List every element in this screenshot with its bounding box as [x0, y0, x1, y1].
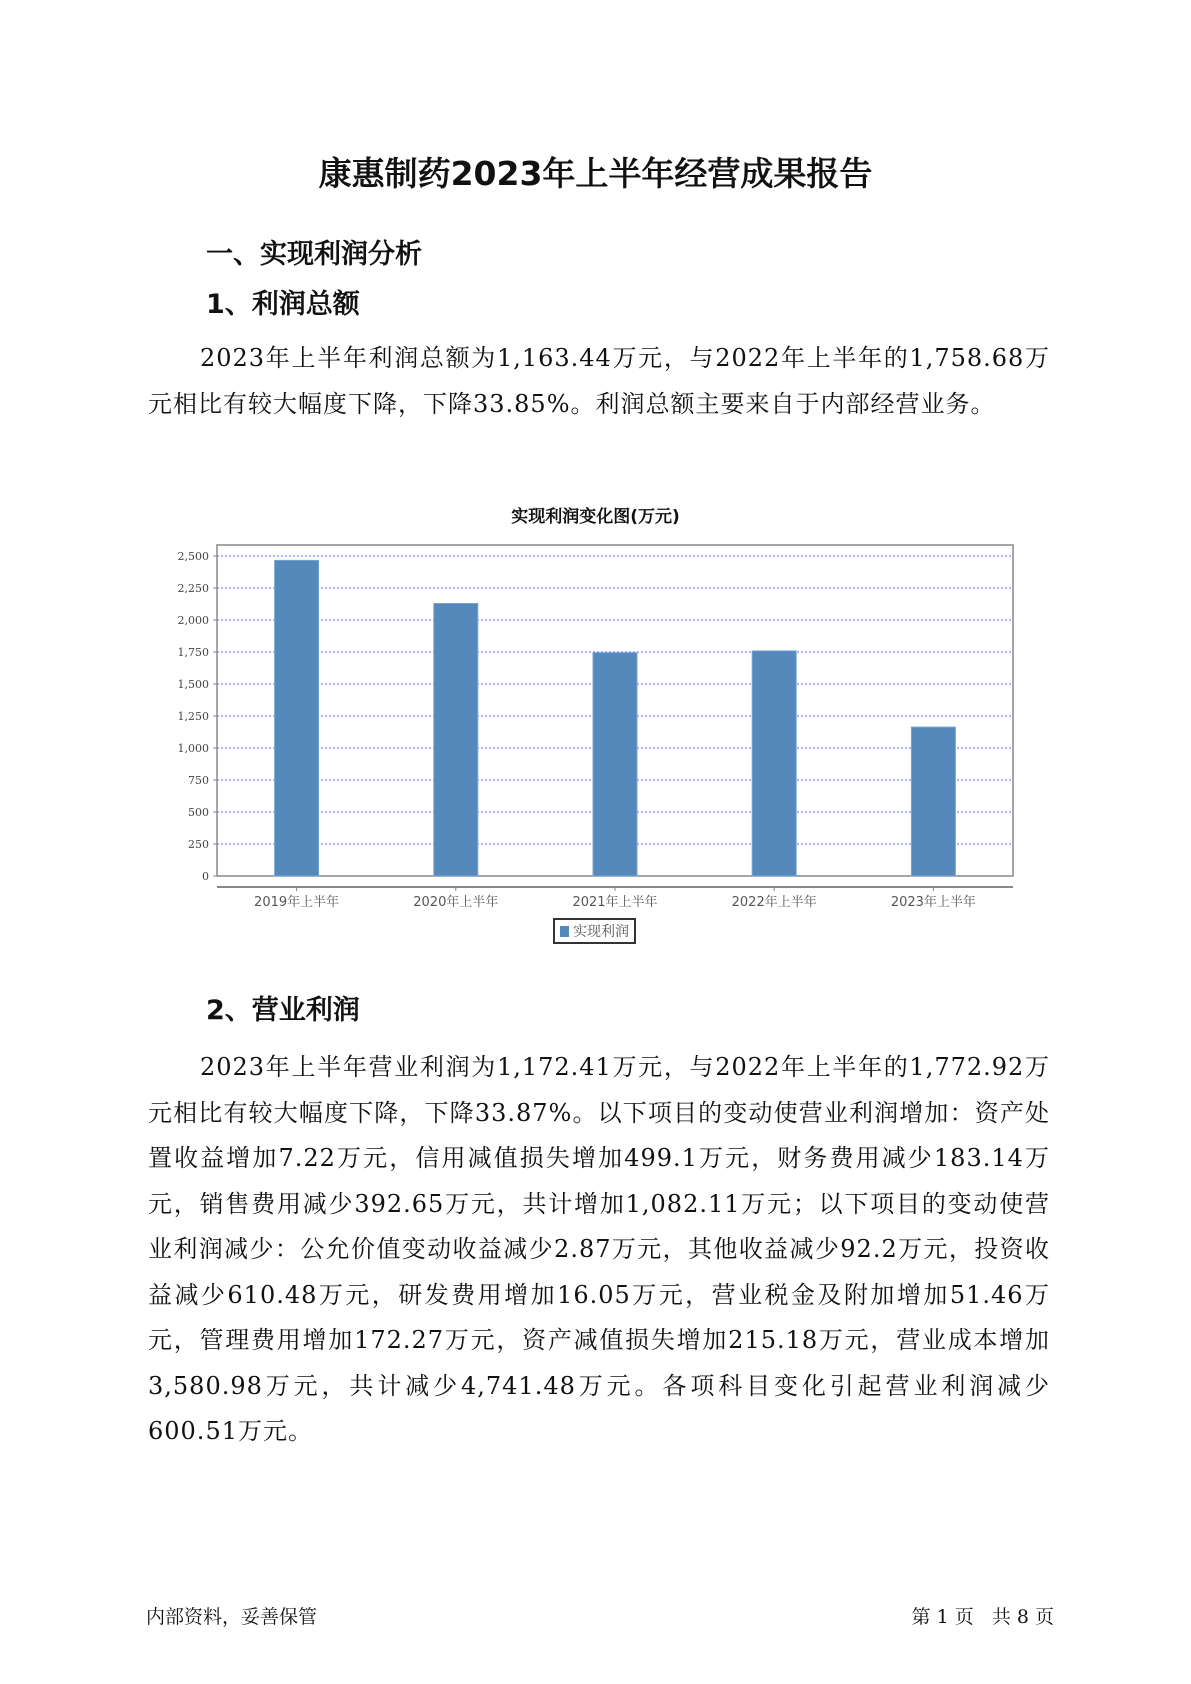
bar: [911, 727, 955, 876]
y-tick-label: 1,000: [177, 742, 209, 755]
chart-title: 实现利润变化图(万元): [511, 507, 680, 527]
y-tick-label: 2,250: [177, 582, 209, 595]
legend-swatch: [560, 926, 569, 937]
x-tick-label: 2023年上半年: [890, 895, 976, 910]
y-tick-label: 1,500: [177, 678, 209, 691]
bar: [275, 560, 319, 876]
bar: [434, 603, 478, 876]
footer-confidential: 内部资料，妥善保管: [146, 1606, 318, 1628]
x-tick-label: 2020年上半年: [413, 895, 499, 910]
y-tick-label: 250: [188, 838, 209, 851]
bar: [593, 653, 637, 876]
page-title: 康惠制药2023年上半年经营成果报告: [318, 154, 873, 193]
y-tick-label: 2,500: [177, 550, 209, 563]
y-tick-label: 2,000: [177, 614, 209, 627]
subsection-heading-total-profit: 1、利润总额: [206, 289, 360, 320]
y-tick-label: 1,750: [177, 646, 209, 659]
footer-page-number: 第 1 页 共 8 页: [911, 1606, 1054, 1628]
subsection-heading-operating-profit: 2、营业利润: [206, 995, 360, 1026]
y-tick-label: 1,250: [177, 710, 209, 723]
section-heading: 一、实现利润分析: [206, 239, 422, 270]
chart-legend: [553, 918, 636, 944]
y-tick-label: 0: [202, 870, 209, 883]
x-tick-label: 2019年上半年: [254, 895, 340, 910]
y-tick-label: 500: [188, 806, 209, 819]
legend-label: 实现利润: [573, 924, 629, 940]
x-tick-label: 2021年上半年: [572, 895, 658, 910]
x-tick-label: 2022年上半年: [731, 895, 817, 910]
total-profit-paragraph: 2023年上半年利润总额为1,163.44万元，与2022年上半年的1,758.68万元相比有较大幅度下降，下降33.85%。利润总额主要来自于内部经营业务。: [148, 344, 1050, 418]
operating-profit-paragraph: 2023年上半年营业利润为1,172.41万元，与2022年上半年的1,772.92万元相比有较大幅度下降，下降33.87%。以下项目的变动使营业利润增加：资产处置收益增加7.22万元，信用减值损失增加499.1万元，财务费用减少183.14万元，销售费用减少392.65万元，共计增加1,082.11万元；以下项目的变动使营业利润减少：公允价值变动收益减少2.87万元，其他收益减少92.2万元，投资收益减少610.48万元，研发费用增加16.05万元，营业税金及附加增加51.46万元，管理费用增加172.27万元，资产减值损失增加215.18万元，营业成本增加3,580.98万元，共计减少4,741.48万元。各项科目变化引起营业利润减少600.51万元。: [148, 1053, 1050, 1445]
bar: [752, 651, 796, 876]
y-tick-label: 750: [188, 774, 209, 787]
profit-bar-chart: [0, 530, 1191, 920]
